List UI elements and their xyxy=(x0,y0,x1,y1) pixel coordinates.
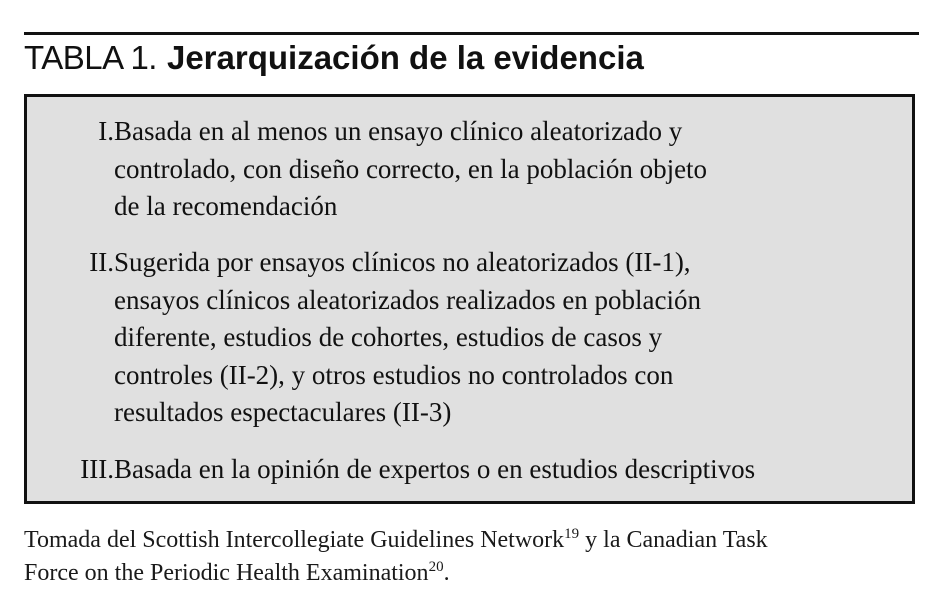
item-text: Basada en la opinión de expertos o en estudios descriptivos xyxy=(114,454,756,484)
top-rule xyxy=(24,32,919,35)
footnote-reference-19: 19 xyxy=(564,526,580,542)
table-number-label: TABLA 1. xyxy=(24,39,157,76)
table-title xyxy=(24,38,644,78)
source-footnote xyxy=(24,524,924,590)
item-numeral: II. xyxy=(89,247,114,277)
item-text: Basada en al menos un ensayo clínico aleatorizado y controlado, con diseño correcto, en la población objeto de la recomendación xyxy=(114,116,708,221)
item-text: Sugerida por ensayos clínicos no aleatorizados (II-1), ensayos clínicos aleatorizados realizados en población diferente, estudios de cohortes, estudios de casos y controles (II-2), y otros estudios no controlados con resultados espectaculares (II-3) xyxy=(114,247,702,427)
footnote-text-3: . xyxy=(443,560,450,586)
footnote-reference-20: 20 xyxy=(428,559,444,575)
footnote-text-2: y la Canadian Task Force on the Periodic Health Examination xyxy=(24,527,768,586)
evidence-box xyxy=(24,94,915,504)
item-numeral: I. xyxy=(98,116,114,146)
item-numeral: III. xyxy=(80,454,114,484)
table-title-text: Jerarquización de la evidencia xyxy=(166,39,644,76)
footnote-text-1: Tomada del Scottish Intercollegiate Guidelines Network xyxy=(24,527,565,553)
